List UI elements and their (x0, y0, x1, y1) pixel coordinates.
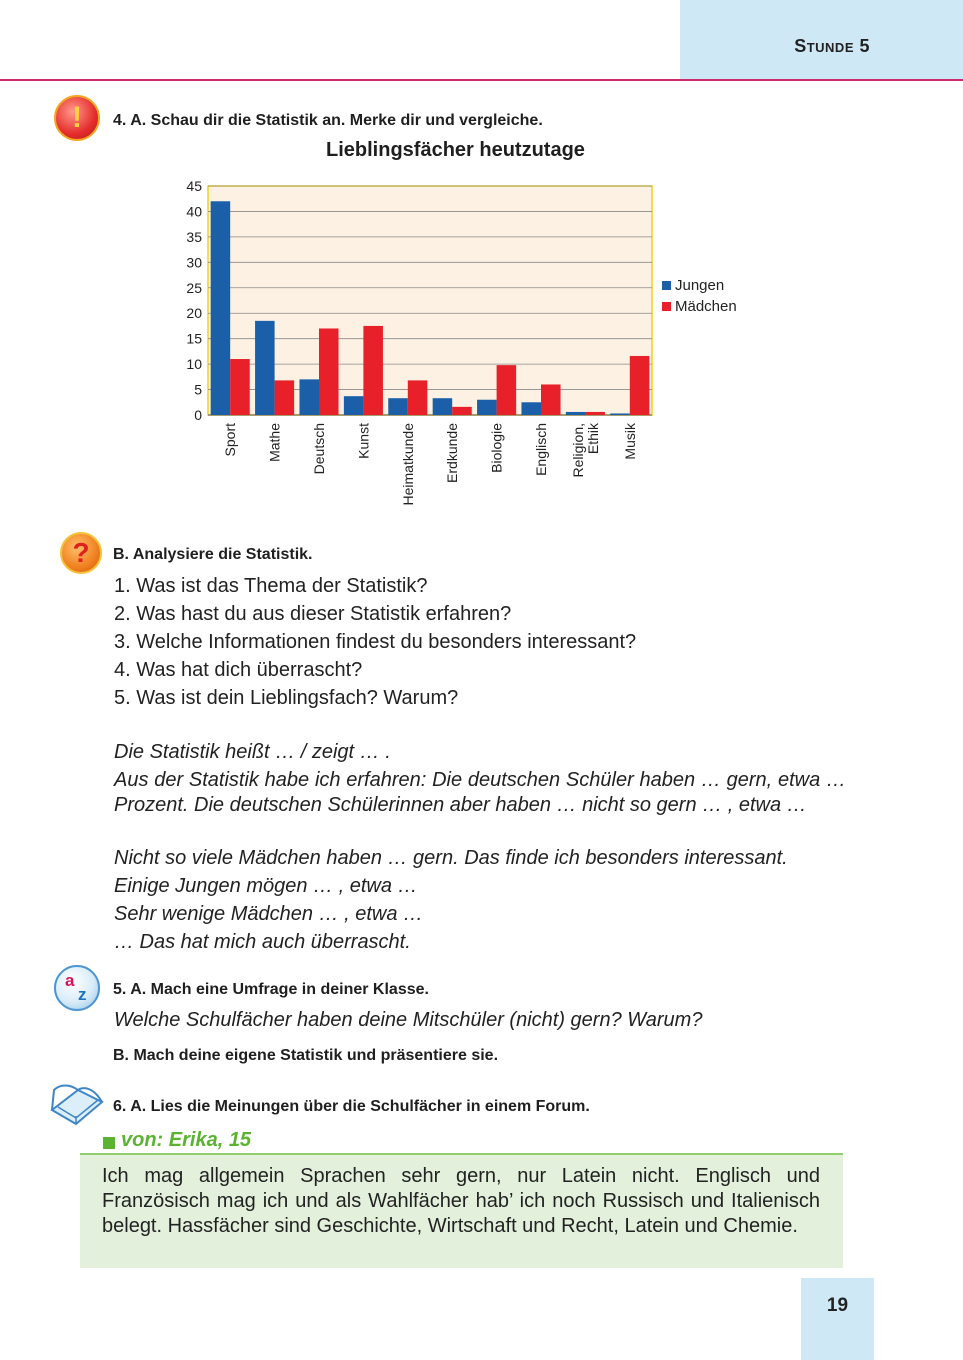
forum-bullet (103, 1137, 115, 1149)
y-tick-label: 40 (186, 203, 202, 220)
phrase-line: Aus der Statistik habe ich erfahren: Die deutschen Schüler haben … gern, etwa … Prozent. Die deutschen Schülerinnen aber haben … nicht so gern … , etwa … (114, 769, 846, 816)
bar-jungen (211, 201, 231, 415)
exclamation-icon (54, 95, 100, 141)
y-tick-label: 35 (186, 228, 202, 245)
bar-jungen (299, 379, 319, 415)
question-item: 1. Was ist das Thema der Statistik? (114, 575, 428, 597)
y-tick-label: 25 (186, 279, 202, 296)
chart-title: Lieblingsfächer heutzutage (326, 139, 585, 161)
bar-jungen (388, 398, 408, 415)
bar-mädchen (585, 412, 605, 415)
task6-heading: 6. A. Lies die Meinungen über die Schulfächer in einem Forum. (113, 1098, 590, 1115)
phrase-line: Die Statistik heißt … / zeigt … . (114, 741, 391, 763)
x-tick-label: Deutsch (311, 423, 327, 475)
forum-post-text: Ich mag allgemein Sprachen sehr gern, nur Latein nicht. Englisch und Französisch mag ich und als Wahlfächer hab’ ich noch Russisch und Italienisch belegt. Hassfächer sind Geschichte, Wirtschaft und Recht, Latein und Chemie. (102, 1165, 820, 1237)
legend-label: Jungen (675, 277, 725, 294)
legend-label: Mädchen (675, 298, 737, 315)
bar-jungen (566, 412, 586, 415)
bar-mädchen (452, 407, 472, 415)
legend-swatch (662, 302, 671, 311)
x-tick-label: Englisch (533, 423, 549, 476)
alphabet-a-glyph: a (65, 971, 75, 990)
task5-heading: 5. A. Mach eine Umfrage in deiner Klasse. (113, 981, 429, 998)
open-book-icon (48, 1080, 106, 1128)
y-tick-label: 0 (194, 407, 202, 423)
bar-chart (160, 170, 780, 530)
question-item: 3. Welche Informationen findest du besonders interessant? (114, 631, 637, 653)
task5b-heading: B. Mach deine eigene Statistik und präsentiere sie. (113, 1047, 499, 1064)
alphabet-z-glyph: z (78, 985, 87, 1004)
x-tick-label: Ethik (584, 423, 601, 455)
alphabet-icon (54, 965, 100, 1011)
bar-jungen (344, 396, 364, 415)
y-tick-label: 30 (186, 254, 202, 271)
y-tick-label: 15 (186, 330, 202, 347)
phrase-line: Einige Jungen mögen … , etwa … (114, 875, 418, 897)
task4-heading: 4. A. Schau dir die Statistik an. Merke dir und vergleiche. (113, 112, 543, 129)
bar-mädchen (275, 380, 295, 415)
x-tick-label: Musik (621, 423, 638, 460)
question-item: 4. Was hat dich überrascht? (114, 659, 363, 681)
x-tick-label: Erdkunde (444, 423, 461, 483)
phrase-line: … Das hat mich auch überrascht. (114, 931, 411, 953)
question-item: 5. Was ist dein Lieblingsfach? Warum? (114, 687, 459, 709)
bar-jungen (521, 402, 541, 415)
question-list (114, 572, 636, 712)
question-item: 2. Was hast du aus dieser Statistik erfahren? (114, 603, 512, 625)
page-number: 19 (826, 1295, 849, 1316)
bar-jungen (610, 413, 630, 415)
bar-jungen (477, 400, 497, 415)
y-tick-label: 5 (194, 381, 202, 398)
forum-author: von: Erika, 15 (121, 1129, 252, 1151)
taskB-heading: B. Analysiere die Statistik. (113, 546, 313, 563)
bar-jungen (433, 398, 453, 415)
x-tick-label: Sport (222, 423, 239, 457)
lesson-title: Stunde 5 (794, 36, 870, 56)
question-icon (60, 532, 102, 574)
exclamation-glyph: ! (72, 101, 82, 134)
y-tick-label: 45 (186, 178, 202, 194)
bar-mädchen (230, 359, 250, 415)
header-divider (0, 79, 963, 81)
bar-mädchen (363, 326, 383, 415)
bar-mädchen (497, 365, 517, 415)
legend-swatch (662, 281, 671, 290)
y-tick-label: 20 (186, 305, 202, 322)
bar-mädchen (319, 328, 339, 415)
bar-mädchen (541, 384, 561, 415)
bar-mädchen (630, 356, 650, 415)
question-glyph: ? (72, 537, 90, 568)
bar-jungen (255, 321, 275, 415)
phrase-line: Sehr wenige Mädchen … , etwa … (114, 903, 424, 925)
phrase-line: Nicht so viele Mädchen haben … gern. Das finde ich besonders interessant. (114, 847, 788, 869)
page-number-tab (801, 1278, 874, 1360)
x-tick-label: Biologie (488, 423, 505, 473)
x-tick-label: Heimatkunde (399, 423, 416, 506)
bar-mädchen (408, 380, 428, 415)
task5-question: Welche Schulfächer haben deine Mitschüler (nicht) gern? Warum? (114, 1009, 703, 1031)
y-tick-label: 10 (186, 356, 202, 373)
x-tick-label: Kunst (355, 423, 372, 459)
x-tick-label: Religion, (569, 423, 586, 478)
x-tick-label: Mathe (266, 423, 283, 462)
